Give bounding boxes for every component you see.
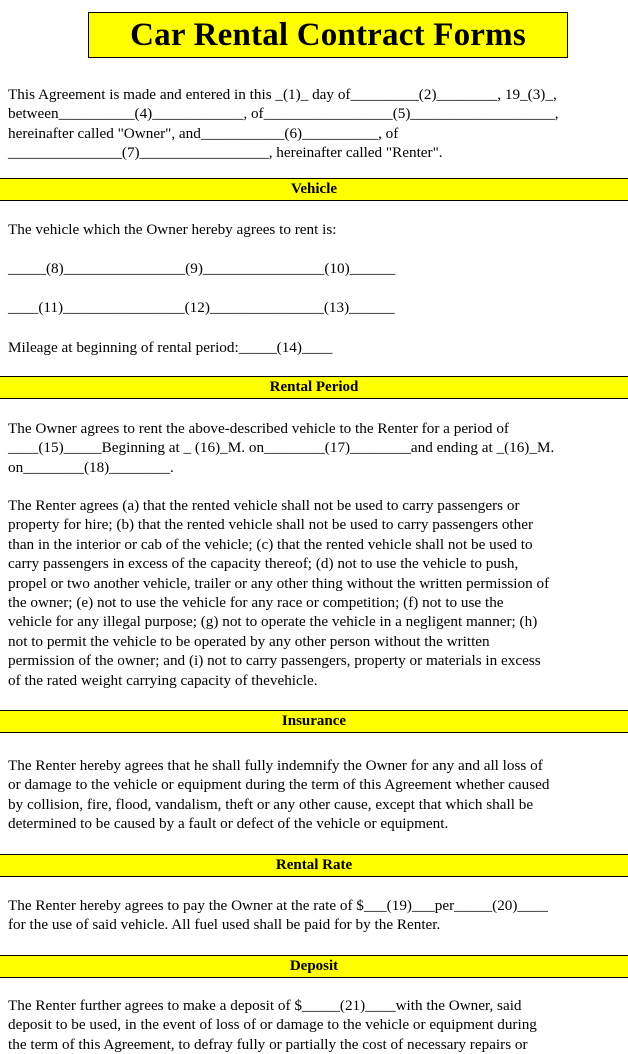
renter-agreements-paragraph — [8, 496, 620, 690]
intro-line: hereinafter called "Owner", and___________(6)__________, of — [8, 124, 399, 142]
text-line: vehicle for any illegal purpose; (g) not to operate the vehicle in a negligent manner; (h) — [8, 613, 538, 631]
rental-period-paragraph — [8, 419, 620, 477]
text-line: The vehicle which the Owner hereby agrees to rent is: — [8, 221, 337, 238]
text-line: ____(15)_____Beginning at _ (16)_M. on________(17)________and ending at _(16)_M. — [8, 439, 555, 457]
text-line: The Renter agrees (a) that the rented vehicle shall not be used to carry passengers or — [8, 497, 520, 514]
text-line: than in the interior or cab of the vehicle; (c) that the rented vehicle shall not be used to — [8, 535, 533, 553]
text-line: by collision, fire, flood, vandalism, theft or any other cause, except that which shall be — [8, 795, 534, 813]
text-line: determined to be caused by a fault or defect of the vehicle or equipment. — [8, 815, 449, 833]
text-line: on________(18)________. — [8, 458, 174, 476]
intro-line: between__________(4)____________, of_________________(5)___________________, — [8, 105, 559, 123]
vehicle-fields-row-2 — [8, 298, 620, 317]
mileage-line — [8, 338, 620, 357]
vehicle-fields-row-1 — [8, 259, 620, 278]
intro-line: This Agreement is made and entered in this _(1)_ day of_________(2)________, 19_(3)_, — [8, 86, 557, 103]
text-line: deposit to be used, in the event of loss of or damage to the vehicle or equipment during — [8, 1016, 537, 1034]
text-line: Mileage at beginning of rental period:_____(14)____ — [8, 339, 333, 356]
section-heading-insurance: Insurance — [0, 710, 628, 733]
section-heading-vehicle: Vehicle — [0, 178, 628, 201]
text-line: carry passengers in excess of the capacity thereof; (d) not to use the vehicle to push, — [8, 555, 519, 573]
intro-line: _______________(7)_________________, hereinafter called "Renter". — [8, 144, 443, 162]
text-line: the term of this Agreement, to defray fully or partially the cost of necessary repairs or — [8, 1035, 528, 1053]
text-line: the owner; (e) not to use the vehicle for any race or competition; (f) not to use the — [8, 594, 504, 612]
text-line: not to permit the vehicle to be operated by any other person without the written — [8, 632, 490, 650]
text-line: permission of the owner; and (i) not to carry passengers, property or materials in excess — [8, 652, 541, 670]
text-line: for the use of said vehicle. All fuel used shall be paid for by the Renter. — [8, 916, 441, 934]
rental-rate-paragraph — [8, 896, 620, 935]
text-line: The Renter further agrees to make a deposit of $_____(21)____with the Owner, said — [8, 997, 522, 1014]
text-line: of the rated weight carrying capacity of thevehicle. — [8, 671, 318, 689]
deposit-paragraph — [8, 996, 620, 1054]
text-line: ____(11)________________(12)_______________(13)______ — [8, 299, 395, 316]
section-heading-deposit: Deposit — [0, 955, 628, 978]
text-line: propel or two another vehicle, trailer or any other thing without the written permission of — [8, 574, 550, 592]
text-line: property for hire; (b) that the rented vehicle shall not be used to carry passengers other — [8, 516, 534, 534]
text-line: _____(8)________________(9)________________(10)______ — [8, 260, 396, 277]
section-heading-rental-rate: Rental Rate — [0, 854, 628, 877]
text-line: The Renter hereby agrees to pay the Owner at the rate of $___(19)___per_____(20)____ — [8, 897, 548, 914]
section-heading-rental-period: Rental Period — [0, 376, 628, 399]
page-title: Car Rental Contract Forms — [88, 12, 568, 58]
vehicle-intro-text — [8, 220, 620, 239]
intro-paragraph — [8, 85, 620, 163]
text-line: or damage to the vehicle or equipment during the term of this Agreement whether caused — [8, 776, 550, 794]
insurance-paragraph — [8, 756, 620, 834]
text-line: The Owner agrees to rent the above-described vehicle to the Renter for a period of — [8, 420, 509, 437]
text-line: The Renter hereby agrees that he shall fully indemnify the Owner for any and all loss of — [8, 757, 543, 774]
